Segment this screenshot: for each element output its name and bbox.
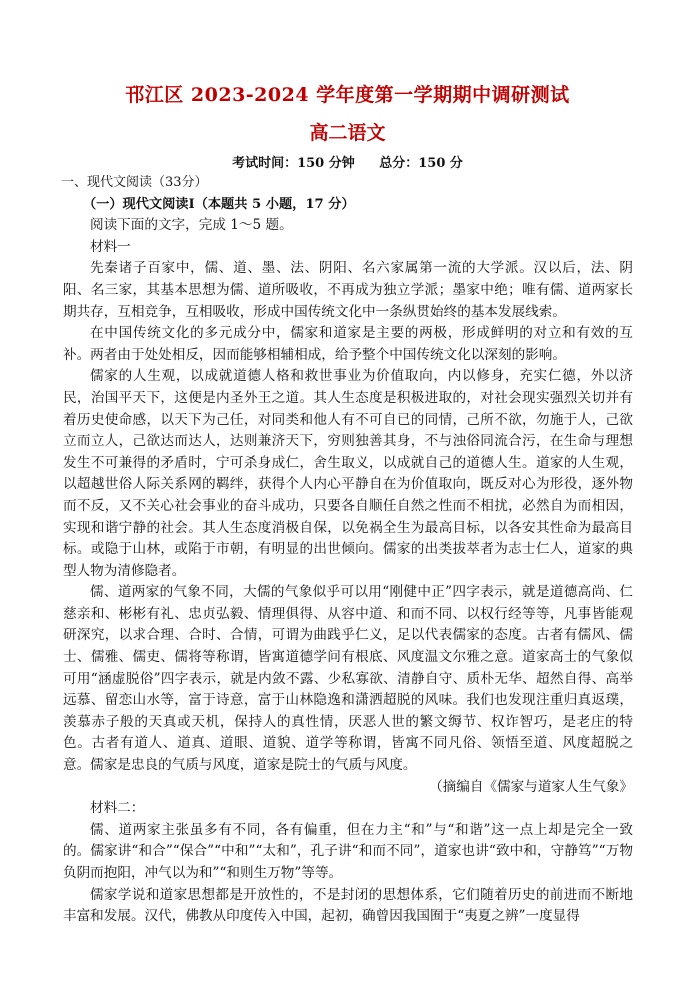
section-heading: 一、现代文阅读（33分） xyxy=(61,175,208,190)
paragraph: 儒家学说和道家思想都是开放性的，不是封闭的思想体系，它们随着历史的前进而不断地丰富和发展。汉代，佛教从印度传入中国，起初，确曾因我国囿于“夷夏之辨”一度显得 xyxy=(63,886,633,925)
source-citation: （摘编自《儒家与道家人生气象》 xyxy=(429,778,633,795)
material-label: 材料二： xyxy=(90,800,145,817)
paragraph: 先秦诸子百家中，儒、道、墨、法、阴阳、名六家属第一流的大学派。汉以后，法、阴阳、名三家，其基本思想为儒、道所吸收，不再成为独立学派；墨家中绝；唯有儒、道两家长期共存，互相竞争，互相吸收，形成中国传统文化中一条纵贯始终的基本发展线索。 xyxy=(63,260,633,320)
document-body xyxy=(63,172,633,928)
material-label: 材料一 xyxy=(90,238,131,255)
paragraph: 在中国传统文化的多元成分中，儒家和道家是主要的两极，形成鲜明的对立和有效的互补。两者由于处处相反，因而能够相辅相成，给予整个中国传统文化以深刻的影响。 xyxy=(63,325,633,363)
exam-time: 考试时间：150 分钟 xyxy=(232,156,355,171)
subject-title: 高二语文 xyxy=(309,122,386,144)
exam-title: 邗江区 2023-2024 学年度第一学期期中调研测试 xyxy=(125,84,570,106)
paragraph: 儒、道两家的气象不同，大儒的气象似乎可以用“刚健中正”四字表示，就是道德高尚、仁慈亲和、彬彬有礼、忠贞弘毅、情理俱得、从容中道、和而不同、以权行经等等，凡事皆能观研深究，以求合理、合时、合情，可谓为曲践乎仁义，足以代表儒家的态度。古者有儒风、儒士、儒雅、儒吏、儒将等称谓，皆寓道德学问有根底、风度温文尔雅之意。道家高士的气象似可用“涵虚脱俗”四字表示，就是内敛不露、少私寡欲、清静自守、质朴无华、超然自得、高举远慕、留恋山水等，富于诗意，富于山林隐逸和潇洒超脱的风味。我们也发现注重归真返璞，羡慕赤子般的天真或天机，保持人的真性情，厌恶人世的繁文缛节、权诈智巧，是老庄的特色。古者有道人、道真、道眼、道貌、道学等称谓，皆寓不同凡俗、领悟至道、风度超脱之意。儒家是忠良的气质与风度，道家是院士的气质与风度。 xyxy=(63,584,633,774)
paragraph: 儒家的人生观，以成就道德人格和救世事业为价值取向，内以修身，充实仁德，外以济民，治国平天下，这便是内圣外王之道。其人生态度是积极进取的，对社会现实强烈关切并有着历史使命感，以天下为己任，对同类和他人有不可自已的同情，己所不欲，勿施于人，己欲立而立人，己欲达而达人，达则兼济天下，穷则独善其身，不与浊俗同流合污，在生命与理想发生不可兼得的矛盾时，宁可杀身成仁，舍生取义，以成就自己的道德人生。道家的人生观，以超越世俗人际关系网的羁绊，获得个人内心平静自在为价值取向，既反对心为形役，逐外物而不反，又不关心社会事业的奋斗成功，只要各自顺任自然之性而不相扰，必然自为而相因，实现和谐宁静的社会。其人生态度消极自保，以免祸全生为最高目标，以各安其性命为最高目标。或隐于山林，或陷于市朝，有明显的出世倾向。儒家的出类拔萃者为志士仁人，道家的典型人物为清修隐者。 xyxy=(63,368,633,579)
total-score: 总分：150 分 xyxy=(379,156,463,171)
sub-heading: （一）现代文阅读Ⅰ（本题共 5 小题，17 分） xyxy=(83,196,355,212)
exam-info xyxy=(0,152,695,171)
paragraph: 儒、道两家主张虽多有不同，各有偏重，但在力主“和”与“和谐”这一点上却是完全一致的。儒家讲“和合”“保合”“中和”“太和”，孔子讲“和而不同”，道家也讲“致中和，守静笃”“万物负阴而抱阳，冲气以为和”“和则生万物”等等。 xyxy=(63,821,633,881)
instruction: 阅读下面的文字，完成 1～5 题。 xyxy=(90,217,293,234)
